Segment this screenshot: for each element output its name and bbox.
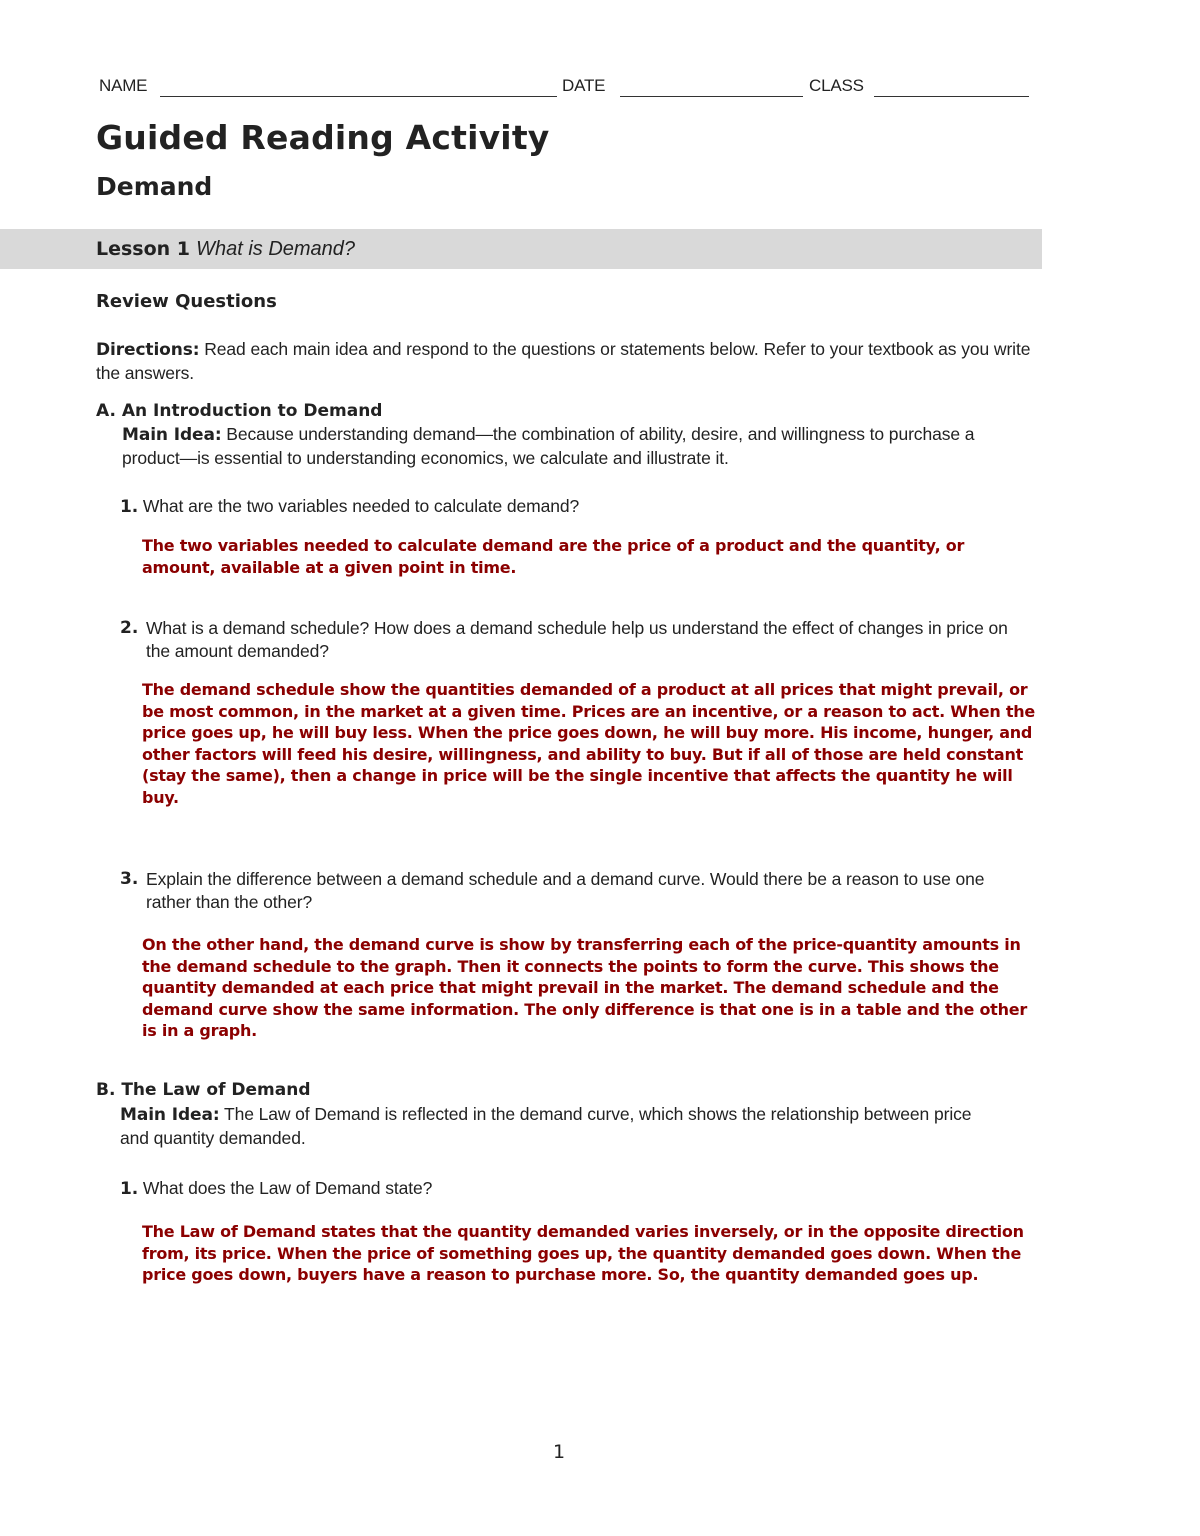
question-number: 1.: [120, 497, 139, 517]
lesson-name: What is Demand?: [196, 238, 356, 260]
directions: [96, 338, 1036, 385]
class-blank-line[interactable]: [874, 96, 1029, 97]
section-a-main-idea: [122, 423, 1027, 470]
page-subtitle: Demand: [96, 172, 213, 201]
lesson-heading: [96, 238, 355, 261]
date-blank-line[interactable]: [620, 96, 803, 97]
question-text: What does the Law of Demand state?: [142, 1178, 433, 1198]
question-b1: [120, 1177, 1020, 1201]
answer-a1: The two variables needed to calculate demand are the price of a product and the quantity, or amount, available at a given point in time.: [142, 536, 965, 577]
main-idea-label: Main Idea:: [120, 1105, 220, 1125]
directions-label: Directions:: [96, 340, 200, 360]
question-number: 2.: [120, 618, 139, 638]
answer-b1: The Law of Demand states that the quantity demanded varies inversely, or in the opposite direction from, its price. When the price of something goes up, the quantity demanded goes down. When the price goes down, buyers have a reason to purchase more. So, the quantity demanded goes up.: [142, 1222, 1024, 1284]
section-b-main-idea: [120, 1103, 1000, 1150]
answer-a3: On the other hand, the demand curve is show by transferring each of the price-quantity amounts in the demand schedule to the graph. Then it connects the points to form the curve. This shows the quantity demanded at each price that might prevail in the market. The demand schedule and the demand curve show the same information. The only difference is that one is in a table and the other is in a graph.: [142, 935, 1027, 1040]
class-label: CLASS: [809, 76, 864, 95]
section-a-heading: A. An Introduction to Demand: [96, 401, 383, 421]
lesson-number: Lesson 1: [96, 238, 191, 260]
date-label: DATE: [562, 76, 606, 95]
name-label: NAME: [99, 76, 148, 95]
main-idea-label: Main Idea:: [122, 425, 222, 445]
question-a3: Explain the difference between a demand schedule and a demand curve. Would there be a reason to use one rather than the other?: [146, 869, 985, 912]
main-idea-text: Because understanding demand—the combination of ability, desire, and willingness to purchase a product—is essential to understanding economics, we calculate and illustrate it.: [122, 424, 975, 468]
question-a2: What is a demand schedule? How does a demand schedule help us understand the effect of changes in price on the amount demanded?: [146, 618, 1008, 661]
name-blank-line[interactable]: [160, 96, 557, 97]
question-number: 3.: [120, 869, 139, 889]
question-text: What are the two variables needed to calculate demand?: [142, 496, 580, 516]
question-a1: [120, 495, 1020, 519]
answer-a2: The demand schedule show the quantities demanded of a product at all prices that might prevail, or be most common, in the market at a given time. Prices are an incentive, or a reason to act. When the price goes up, he will buy less. When the price goes down, he will buy more. His income, hunger, and other factors will feed his desire, willingness, and ability to buy. But if all of those are held constant (stay the same), then a change in price will be the single incentive that affects the quantity he will buy.: [142, 680, 1035, 807]
page-number: 1: [552, 1441, 566, 1463]
main-idea-text: The Law of Demand is reflected in the demand curve, which shows the relationship between price and quantity demanded.: [120, 1104, 972, 1148]
section-b-heading: B. The Law of Demand: [96, 1080, 311, 1100]
question-number: 1.: [120, 1179, 139, 1199]
page-title: Guided Reading Activity: [96, 118, 550, 157]
directions-text: Read each main idea and respond to the questions or statements below. Refer to your textbook as you write the answers.: [96, 339, 1031, 383]
review-questions-heading: Review Questions: [96, 291, 277, 312]
